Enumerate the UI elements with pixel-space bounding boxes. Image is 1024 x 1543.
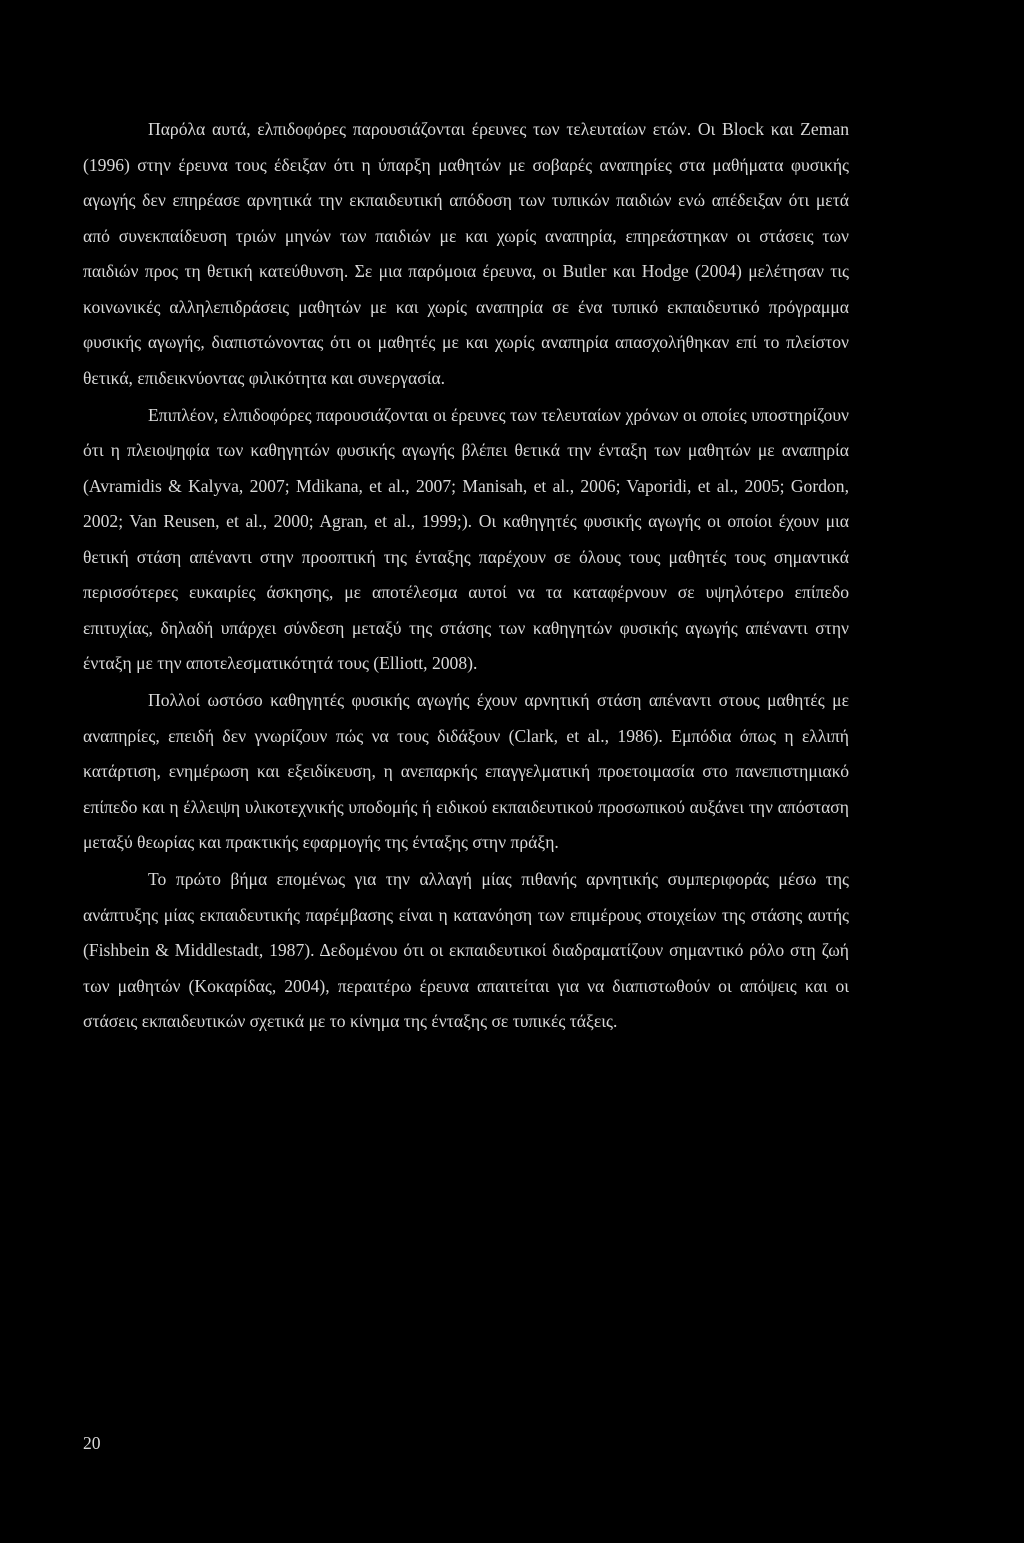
page-number: 20 [83,1433,101,1453]
paragraph-4: Το πρώτο βήμα επομένως για την αλλαγή μίας πιθανής αρνητικής συμπεριφοράς μέσω της ανάπτυξης μίας εκπαιδευτικής παρέμβασης είναι η κατανόηση των επιμέρους στοιχείων της στάσης αυτής (Fishbein & Middlestadt, 1987). Δεδομένου ότι οι εκπαιδευτικοί διαδραματίζουν σημαντικό ρόλο στη ζωή των μαθητών (Κοκαρίδας, 2004), περαιτέρω έρευνα απαιτείται για να διαπιστωθούν οι απόψεις και οι στάσεις εκπαιδευτικών σχετικά με το κίνημα της ένταξης σε τυπικές τάξεις. [83,869,849,1031]
paragraph-1: Παρόλα αυτά, ελπιδοφόρες παρουσιάζονται έρευνες των τελευταίων ετών. Οι Block και Zeman (1996) στην έρευνα τους έδειξαν ότι η ύπαρξη μαθητών με σοβαρές αναπηρίες στα μαθήματα φυσικής αγωγής δεν επηρέασε αρνητικά την εκπαιδευτική απόδοση των τυπικών παιδιών ενώ απέδειξαν ότι μετά από συνεκπαίδευση τριών μηνών των παιδιών με και χωρίς αναπηρία, επηρεάστηκαν οι στάσεις των παιδιών προς τη θετική κατεύθυνση. Σε μια παρόμοια έρευνα, οι Butler και Hodge (2004) μελέτησαν τις κοινωνικές αλληλεπιδράσεις μαθητών με και χωρίς αναπηρία σε ένα τυπικό εκπαιδευτικό πρόγραμμα φυσικής αγωγής, διαπιστώνοντας ότι οι μαθητές με και χωρίς αναπηρία απασχολήθηκαν επί το πλείστον θετικά, επιδεικνύοντας φιλικότητα και συνεργασία. [83,119,849,388]
paragraph-2: Επιπλέον, ελπιδοφόρες παρουσιάζονται οι έρευνες των τελευταίων χρόνων οι οποίες υποστηρίζουν ότι η πλειοψηφία των καθηγητών φυσικής αγωγής βλέπει θετικά την ένταξη των μαθητών με αναπηρία (Avramidis & Kalyva, 2007; Mdikana, et al., 2007; Manisah, et al., 2006; Vaporidi, et al., 2005; Gordon, 2002; Van Reusen, et al., 2000; Agran, et al., 1999;). Οι καθηγητές φυσικής αγωγής οι οποίοι έχουν μια θετική στάση απέναντι στην προοπτική της ένταξης παρέχουν σε όλους τους μαθητές τους σημαντικά περισσότερες ευκαιρίες άσκησης, με αποτέλεσμα αυτοί να τα καταφέρνουν σε υψηλότερο επίπεδο επιτυχίας, δηλαδή υπάρχει σύνδεση μεταξύ της στάσης των καθηγητών φυσικής αγωγής απέναντι στην ένταξη με την αποτελεσματικότητά τους (Elliott, 2008). [83,404,849,673]
document-body [83,112,849,1040]
paragraph-3: Πολλοί ωστόσο καθηγητές φυσικής αγωγής έχουν αρνητική στάση απέναντι στους μαθητές με αναπηρίες, επειδή δεν γνωρίζουν πώς να τους διδάξουν (Clark, et al., 1986). Εμπόδια όπως η ελλιπή κατάρτιση, ενημέρωση και εξειδίκευση, η ανεπαρκής επαγγελματική προετοιμασία στο πανεπιστημιακό επίπεδο και η έλλειψη υλικοτεχνικής υποδομής ή ειδικού εκπαιδευτικού προσωπικού αυξάνει την απόσταση μεταξύ θεωρίας και πρακτικής εφαρμογής της ένταξης στην πράξη. [83,690,849,852]
